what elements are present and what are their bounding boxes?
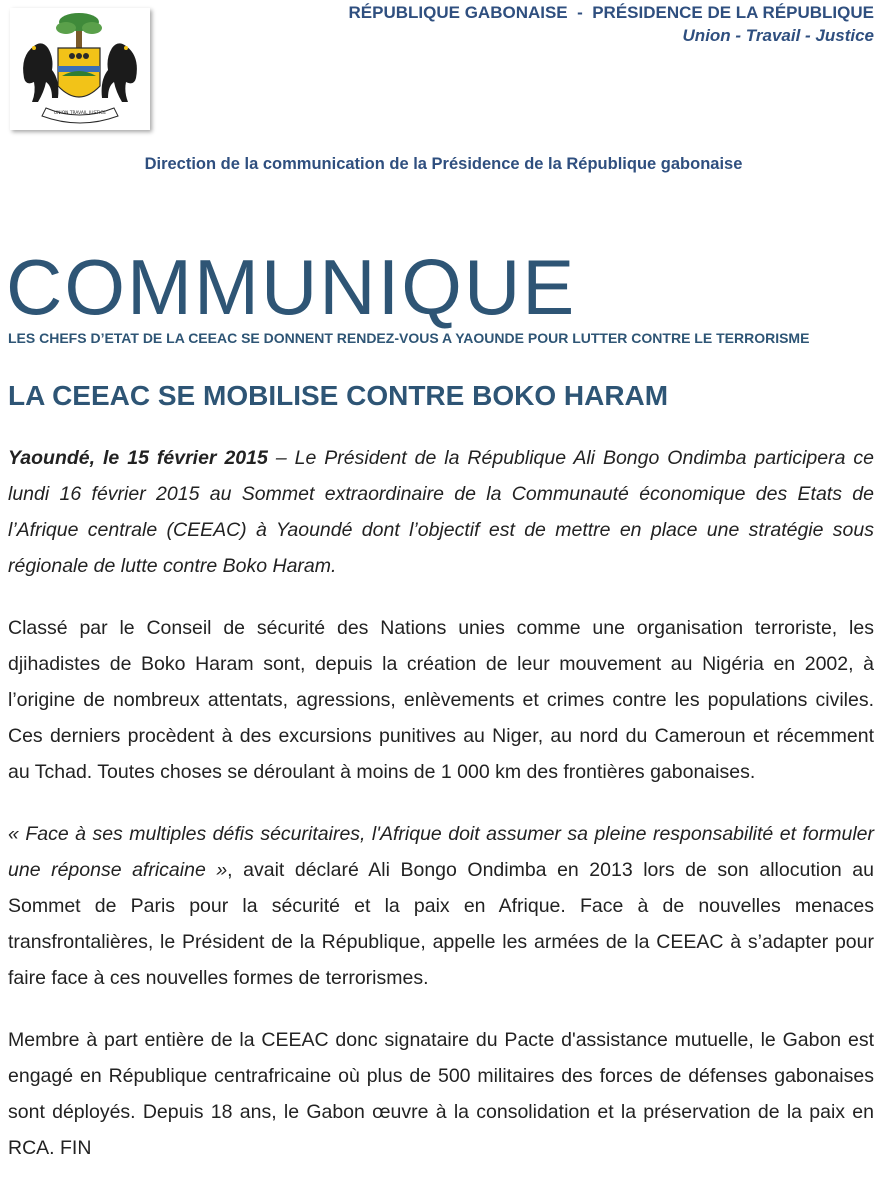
paragraph-4: Membre à part entière de la CEEAC donc signataire du Pacte d'assistance mutuelle, le Gabon est engagé en République centrafricaine où plus de 500 militaires des forces de défenses gabonaises sont déployés. Depuis 18 ans, le Gabon œuvre à la consolidation et la préservation de la paix en RCA. FIN [8, 1029, 874, 1159]
direction-line: Direction de la communication de la Présidence de la République gabonaise [144, 155, 743, 173]
document-title: COMMUNIQUE [6, 243, 577, 331]
coat-of-arms-emblem [10, 8, 150, 130]
paragraph-3 [8, 816, 874, 996]
paragraph-1 [8, 440, 874, 584]
national-motto: Union - Travail - Justice [682, 26, 874, 45]
document-body [8, 440, 874, 1192]
coat-of-arms-icon [10, 8, 150, 130]
paragraph-3-text: , avait déclaré Ali Bongo Ondimba en 2013 lors de son allocution au Sommet de Paris pour la sécurité et la paix en Afrique. Face à de nouvelles menaces transfrontalières, le Président de la République, appelle les armées de la CEEAC à s’adapter pour faire face à ces nouvelles formes de terrorismes. [8, 859, 874, 989]
quote: « Face à ses multiples défis sécuritaires, l'Afrique doit assumer sa pleine responsabilité et formuler une réponse africaine » [8, 823, 874, 881]
paragraph-1-text: – Le Président de la République Ali Bongo Ondimba participera ce lundi 16 février 2015 au Sommet extraordinaire de la Communauté économique des Etats de l’Afrique centrale (CEEAC) à Yaoundé dont l’objectif est de mettre en place une stratégie sous régionale de lutte contre Boko Haram. [8, 447, 874, 577]
republic-title: RÉPUBLIQUE GABONAISE - PRÉSIDENCE DE LA RÉPUBLIQUE [348, 3, 874, 22]
headline: LA CEEAC SE MOBILISE CONTRE BOKO HARAM [8, 380, 669, 411]
paragraph-2: Classé par le Conseil de sécurité des Nations unies comme une organisation terroriste, les djihadistes de Boko Haram sont, depuis la création de leur mouvement au Nigéria en 2002, à l’origine de nombreux attentats, agressions, enlèvements et crimes contre les populations civiles. Ces derniers procèdent à des excursions punitives au Niger, au nord du Cameroun et récemment au Tchad. Toutes choses se déroulant à moins de 1 000 km des frontières gabonaises. [8, 617, 874, 783]
subtitle: LES CHEFS D’ETAT DE LA CEEAC SE DONNENT RENDEZ-VOUS A YAOUNDE POUR LUTTER CONTRE LE TERRORISME [8, 330, 810, 346]
masthead [349, 1, 874, 47]
dateline: Yaoundé, le 15 février 2015 [8, 447, 268, 469]
svg-text:UNION TRAVAIL JUSTICE: UNION TRAVAIL JUSTICE [53, 111, 107, 116]
